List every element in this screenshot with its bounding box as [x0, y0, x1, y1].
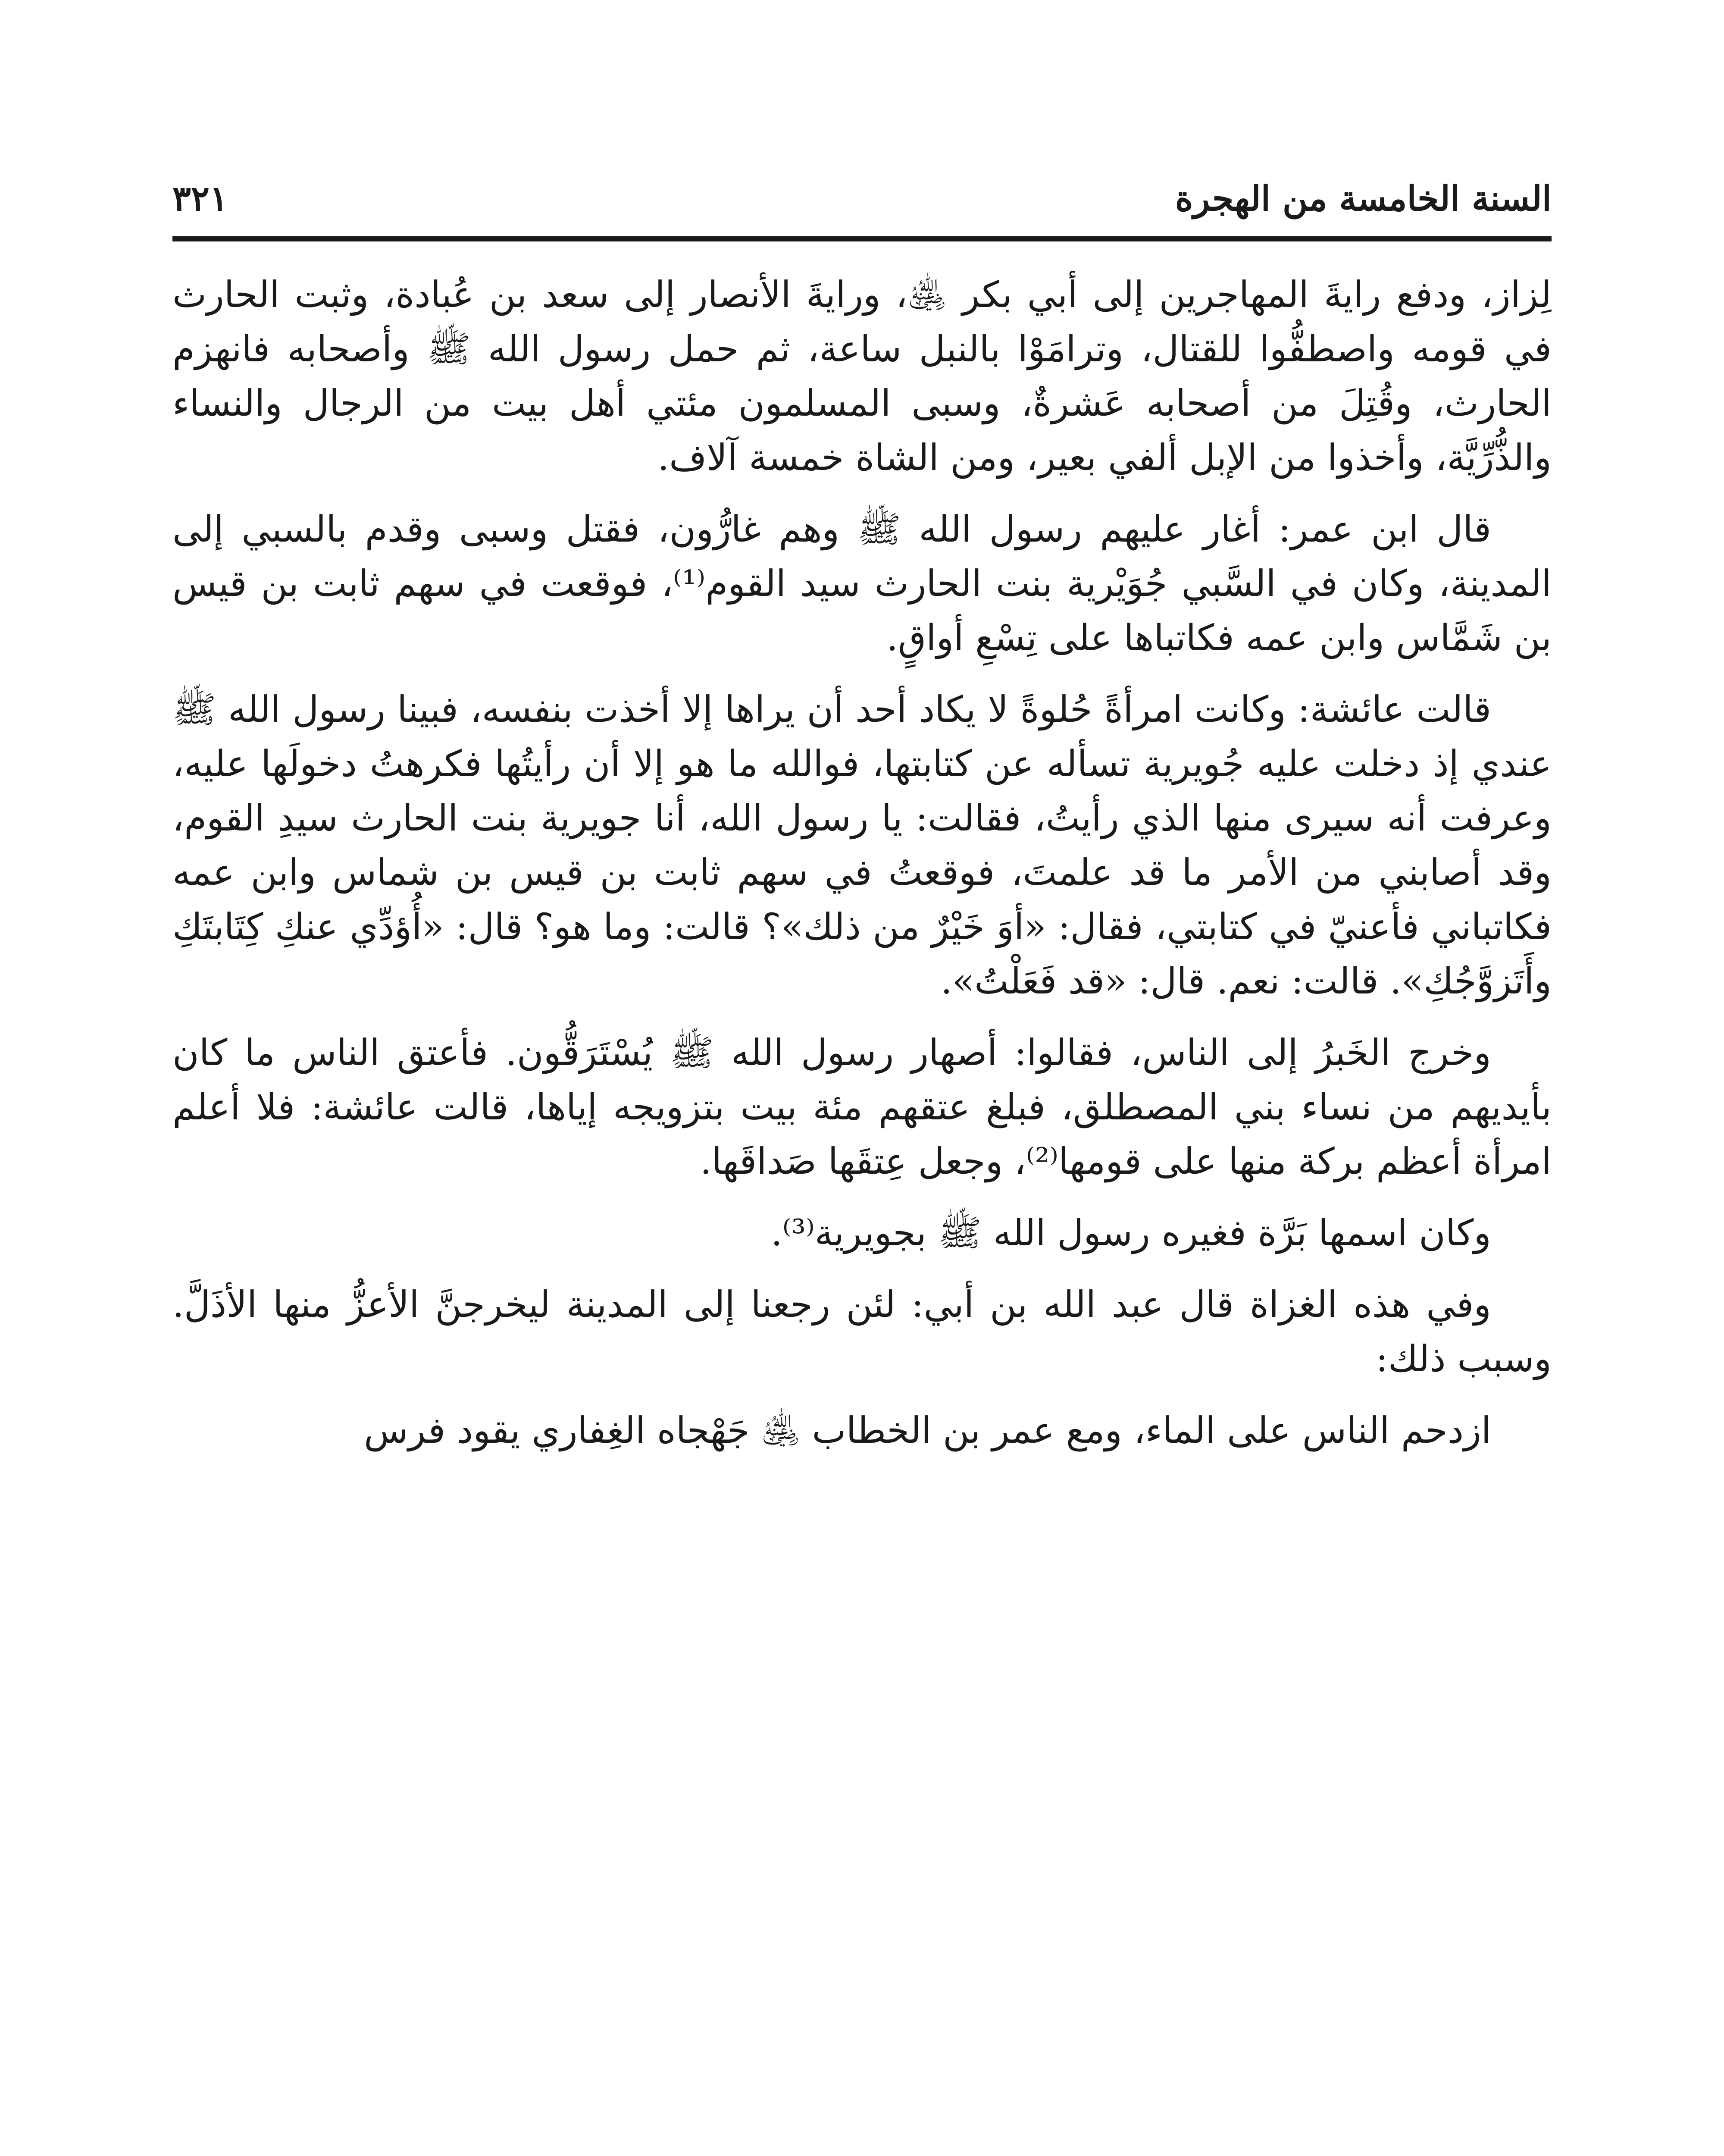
paragraph-6: وفي هذه الغزاة قال عبد الله بن أبي: لئن رجعنا إلى المدينة ليخرجنَّ الأعزُّ منها الأذَلَّ. وسبب ذلك: — [172, 1283, 1552, 1380]
page-number: ٣٢١ — [172, 178, 228, 219]
header-rule — [172, 236, 1552, 241]
paragraph-2: قال ابن عمر: أغار عليهم رسول الله ﷺ وهم غارُّون، فقتل وسبى وقدم بالسبي إلى المدينة، وكان في السَّبي جُوَيْرية بنت الحارث سيد القوم⁽¹⁾، فوقعت في سهم ثابت بن قيس بن شَمَّاس وابن عمه فكاتباها على تِسْعِ أواقٍ. — [172, 508, 1552, 659]
paragraph-4: وخرج الخَبرُ إلى الناس، فقالوا: أصهار رسول الله ﷺ يُسْتَرَقُّون. فأعتق الناس ما كان بأيديهم من نساء بني المصطلق، فبلغ عتقهم مئة بيت بتزويجه إياها، قالت عائشة: فلا أعلم امرأة أعظم بركة منها على قومها⁽²⁾، وجعل عِتقَها صَداقَها. — [172, 1031, 1552, 1182]
paragraph-7: ازدحم الناس على الماء، ومع عمر بن الخطاب ﵁ جَهْجاه الغِفاري يقود فرس — [364, 1409, 1491, 1451]
paragraph-3: قالت عائشة: وكانت امرأةً حُلوةً لا يكاد أحد أن يراها إلا أخذت بنفسه، فبينا رسول الله ﷺ عندي إذ دخلت عليه جُويرية تسأله عن كتابتها، فوالله ما هو إلا أن رأيتُها فكرهتُ دخولَها عليه، وعرفت أنه سيرى منها الذي رأيتُ، فقالت: يا رسول الله، أنا جويرية بنت الحارث سيدِ القوم، وقد أصابني من الأمر ما قد علمتَ، فوقعتُ في سهم ثابت بن قيس بن شماس وابن عمه فكاتباني فأعنيّ في كتابتي، فقال: «أوَ خَيْرٌ من ذلك»؟ قالت: وما هو؟ قال: «أُؤدِّي عنكِ كِتَابتَكِ وأَتَزوَّجُكِ». قالت: نعم. قال: «قد فَعَلْتُ». — [172, 688, 1552, 1002]
paragraph-5: وكان اسمها بَرَّة فغيره رسول الله ﷺ بجويرية⁽³⁾. — [771, 1212, 1491, 1254]
main-text — [172, 267, 1552, 2156]
page-header — [172, 155, 1552, 219]
paragraph-1: لِزاز، ودفع رايةَ المهاجرين إلى أبي بكر ﵁، ورايةَ الأنصار إلى سعد بن عُبادة، وثبت الحارث في قومه واصطفُّوا للقتال، وترامَوْا بالنبل ساعة، ثم حمل رسول الله ﷺ وأصحابه فانهزم الحارث، وقُتِلَ من أصحابه عَشرةٌ، وسبى المسلمون مئتي أهل بيت من الرجال والنساء والذُّرِّيَّة، وأخذوا من الإبل ألفي بعير، ومن الشاة خمسة آلاف. — [172, 273, 1552, 479]
running-title: السنة الخامسة من الهجرة — [1175, 178, 1552, 219]
